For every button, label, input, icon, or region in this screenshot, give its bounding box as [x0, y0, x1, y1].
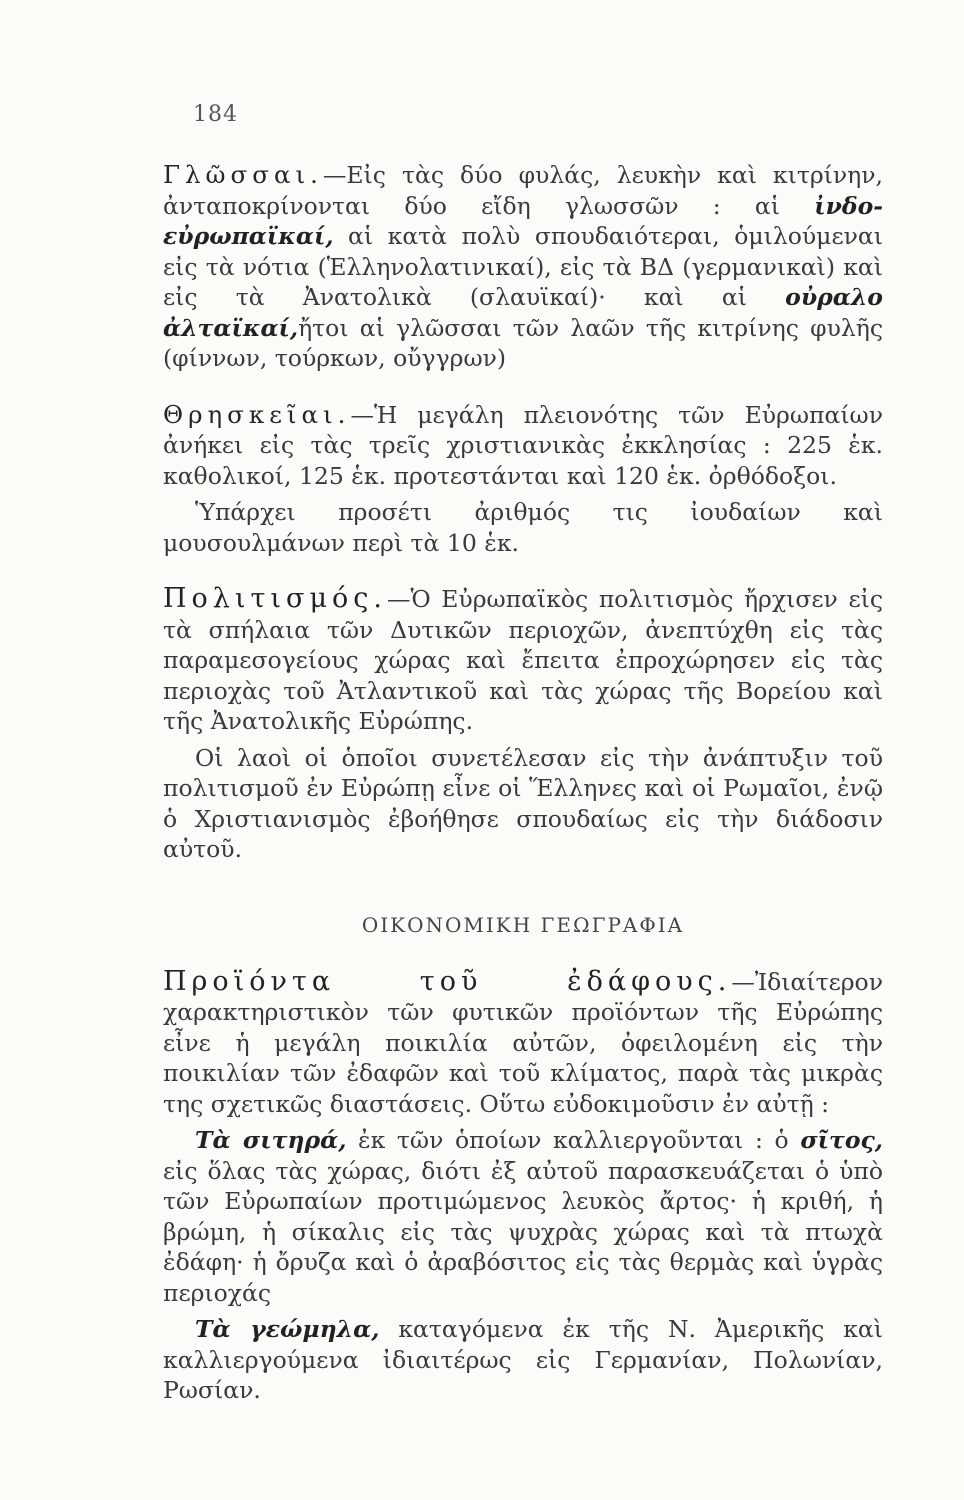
paragraph-geomila: Τὰ γεώμηλα, καταγόμενα ἐκ τῆς Ν. Ἀμερικῆς καὶ καλλιεργούμενα ἰδιαιτέρως εἰς Γερμανίαν, Πολωνίαν, Ρωσίαν. — [163, 1315, 883, 1404]
paragraph-proionta: Προϊόντα τοῦ ἐδάφους.—Ἰδιαίτερον χαρακτηριστικὸν τῶν φυτικῶν προϊόντων τῆς Εὐρώπης εἶνε ἡ μεγάλη ποικιλία αὐτῶν, ὀφειλομένη εἰς τὴν ποικιλίαν τῶν ἐδαφῶν καὶ τοῦ κλίματος, παρὰ τὰς μικρὰς της σχετικῶς διαστάσεις. Οὕτω εὐδοκιμοῦσιν ἐν αὐτῇ : — [163, 965, 883, 1118]
paragraph-politismos-2: Οἱ λαοὶ οἱ ὁποῖοι συνετέλεσαν εἰς τὴν ἀνάπτυξιν τοῦ πολιτισμοῦ ἐν Εὐρώπῃ εἶνε οἱ Ἕλληνες καὶ οἱ Ρωμαῖοι, ἐνῷ ὁ Χριστιανισμὸς ἐβοήθησε σπουδαίως εἰς τὴν διάδοσιν αὐτοῦ. — [163, 743, 883, 863]
term-uralo-altaic: οὐραλο ἀλταϊκαί, — [163, 283, 883, 342]
term-indoeuropean: ἰνδο-εὐρωπαϊκαί, — [163, 191, 883, 250]
heading-thriskeiai: Θρησκεῖαι. — [163, 399, 351, 429]
heading-politismos: Πολιτισμός. — [163, 583, 387, 614]
paragraph-glossai: Γλῶσσαι.—Εἰς τὰς δύο φυλάς, λευκὴν καὶ κιτρίνην, ἀνταποκρίνονται δύο εἴδη γλωσσῶν : αἱ ἰνδο-εὐρωπαϊκαί, αἱ κατὰ πολὺ σπουδαιότεραι, ὁμιλούμεναι εἰς τὰ νότια (Ἑλληνολατινικαί), εἰς τὰ ΒΔ (γερμανικαὶ) καὶ εἰς τὰ Ἀνατολικὰ (σλαυϊκαί)· καὶ αἱ οὐραλο ἀλταϊκαί,ἤτοι αἱ γλῶσσαι τῶν λαῶν τῆς κιτρίνης φυλῆς (φίννων, τούρκων, οὔγγρων) — [163, 160, 883, 372]
term-sitos: σῖτος, — [800, 1126, 883, 1154]
term-sitira: Τὰ σιτηρά, — [195, 1126, 347, 1154]
page-number: 184 — [193, 102, 238, 127]
paragraph-thriskeiai-2: Ὑπάρχει προσέτι ἀριθμός τις ἰουδαίων καὶ μουσουλμάνων περὶ τὰ 10 ἑκ. — [163, 498, 883, 557]
heading-glossai: Γλῶσσαι. — [163, 160, 323, 189]
paragraph-sitira: Τὰ σιτηρά, ἐκ τῶν ὁποίων καλλιεργοῦνται : ὁ σῖτος, εἰς ὅλας τὰς χώρας, διότι ἐξ αὐτοῦ παρασκευάζεται ὁ ὑπὸ τῶν Εὐρωπαίων προτιμώμενος λευκὸς ἄρτος· ἡ κριθή, ἡ βρώμη, ἡ σίκαλις εἰς τὰς ψυχρὰς χώρας καὶ τὰ πτωχὰ ἐδάφη· ἡ ὄρυζα καὶ ὁ ἀραβόσιτος εἰς τὰς θερμὰς καὶ ὑγρὰς περιοχάς — [163, 1126, 883, 1307]
term-geomila: Τὰ γεώμηλα, — [195, 1315, 380, 1343]
section-title: ΟΙΚΟΝΟΜΙΚΗ ΓΕΩΓΡΑΦΙΑ — [361, 912, 685, 937]
heading-proionta: Προϊόντα τοῦ ἐδάφους. — [163, 965, 732, 997]
paragraph-thriskeiai: Θρησκεῖαι.—Ἡ μεγάλη πλειονότης τῶν Εὐρωπαίων ἀνήκει εἰς τὰς τρεῖς χριστιανικὰς ἐκκλησίας : 225 ἑκ. καθολικοί, 125 ἑκ. προτεστάνται καὶ 120 ἑκ. ὀρθόδοξοι. — [163, 399, 883, 490]
paragraph-politismos: Πολιτισμός.—Ὁ Εὐρωπαϊκὸς πολιτισμὸς ἤρχισεν εἰς τὰ σπήλαια τῶν Δυτικῶν περιοχῶν, ἀνεπτύχθη εἰς τὰς παραμεσογείους χώρας καὶ ἔπειτα ἐπροχώρησεν εἰς τὰς περιοχὰς τοῦ Ἀτλαντικοῦ καὶ τὰς χώρας τῆς Βορείου καὶ τῆς Ἀνατολικῆς Εὐρώπης. — [163, 583, 883, 735]
text-column — [163, 160, 883, 1406]
